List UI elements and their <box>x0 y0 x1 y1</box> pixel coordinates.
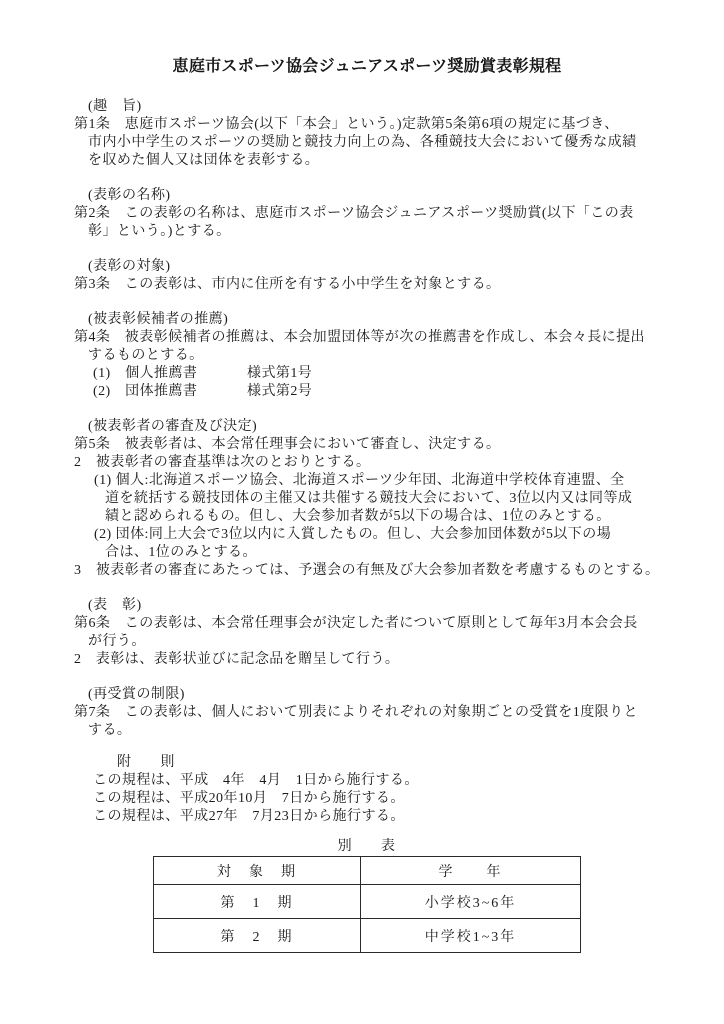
article3-line-1: 第3条 この表彰は、市内に住所を有する小中学生を対象とする。 <box>74 277 501 292</box>
article5-item1-line-1: (1) 個人:北海道スポーツ協会、北海道スポーツ少年団、北海道中学校体育連盟、全 <box>94 473 625 488</box>
section-award-name <box>74 187 666 241</box>
section-heading-screening: (被表彰者の審査及び決定) <box>88 419 258 434</box>
article6-line-2: が行う。 <box>88 634 146 649</box>
appendix-header-period: 対 象 期 <box>154 857 361 885</box>
recommendation-form-label-1: (1) 個人推薦書 <box>93 366 198 381</box>
article7-line-1: 第7条 この表彰は、個人において別表によりそれぞれの対象期ごとの受賞を1度限りと <box>74 705 638 720</box>
appendix-header-grade: 学 年 <box>361 857 581 885</box>
article5-line-1: 第5条 被表彰者は、本会常任理事会において審査し、決定する。 <box>74 437 501 452</box>
section-heading-recommendation: (被表彰候補者の推薦) <box>88 312 229 327</box>
article5-para2: 2 被表彰者の審査基準は次のとおりとする。 <box>74 455 371 470</box>
section-recommendation <box>74 311 666 401</box>
supplement-heading: 附 則 <box>117 755 175 770</box>
supplementary-provisions <box>74 754 666 826</box>
article1-line-2: 市内小中学生のスポーツの奨励と競技力向上の為、各種競技大会において優秀な成績 <box>88 135 637 150</box>
section-heading-commendation: (表 彰) <box>88 598 142 613</box>
appendix-table-row-2 <box>154 919 581 953</box>
supplement-line-1: この規程は、平成 4年 4月 1日から施行する。 <box>93 773 419 788</box>
document-title: 恵庭市スポーツ協会ジュニアスポーツ奨励賞表彰規程 <box>172 58 562 75</box>
recommendation-form-value-2: 様式第2号 <box>247 384 313 399</box>
article5-para3: 3 被表彰者の審査にあたっては、予選会の有無及び大会参加者数を考慮するものとする。 <box>74 563 660 578</box>
article7-line-2: する。 <box>88 723 132 738</box>
section-award-target <box>74 258 666 294</box>
article2-line-1: 第2条 この表彰の名称は、恵庭市スポーツ協会ジュニアスポーツ奨励賞(以下「この表 <box>74 206 634 221</box>
section-screening <box>74 418 666 580</box>
section-heading-award-target: (表彰の対象) <box>88 259 171 274</box>
appendix-row2-period: 第 2 期 <box>154 919 361 953</box>
article6-para2: 2 表彰は、表彰状並びに記念品を贈呈して行う。 <box>74 652 400 667</box>
recommendation-form-label-2: (2) 団体推薦書 <box>93 384 198 399</box>
supplement-line-2: この規程は、平成20年10月 7日から施行する。 <box>93 791 405 806</box>
section-purpose <box>74 98 666 170</box>
article5-item1-line-2: 道を統括する競技団体の主催又は共催する競技大会において、3位以内又は同等成 <box>105 491 633 506</box>
article1-line-3: を収めた個人又は団体を表彰する。 <box>88 153 320 168</box>
section-heading-re-award-limit: (再受賞の制限) <box>88 687 185 702</box>
appendix <box>74 838 666 953</box>
appendix-row2-grade: 中学校1~3年 <box>361 919 581 953</box>
recommendation-form-item-1 <box>93 365 666 383</box>
article1-line-1: 第1条 恵庭市スポーツ協会(以下「本会」という。)定款第5条第6項の規定に基づき、 <box>74 117 619 132</box>
appendix-row1-grade: 小学校3~6年 <box>361 885 581 919</box>
article5-item1-line-3: 績と認められるもの。但し、大会参加者数が5以下の場合は、1位のみとする。 <box>105 509 611 524</box>
article5-item2-line-2: 合は、1位のみとする。 <box>105 545 257 560</box>
article6-line-1: 第6条 この表彰は、本会常任理事会が決定した者について原則として毎年3月本会会長 <box>74 616 638 631</box>
appendix-table-header-row <box>154 857 581 885</box>
recommendation-form-value-1: 様式第1号 <box>247 366 313 381</box>
section-heading-purpose: (趣 旨) <box>88 99 142 114</box>
appendix-row1-period: 第 1 期 <box>154 885 361 919</box>
article5-item2-line-1: (2) 団体:同上大会で3位以内に入賞したもの。但し、大会参加団体数が5以下の場 <box>94 527 612 542</box>
section-heading-award-name: (表彰の名称) <box>88 188 171 203</box>
appendix-label: 別 表 <box>337 839 396 854</box>
appendix-table-row-1 <box>154 885 581 919</box>
article4-line-2: するものとする。 <box>88 348 204 363</box>
article2-line-2: 彰」という。)とする。 <box>88 224 231 239</box>
section-commendation <box>74 597 666 669</box>
supplement-line-3: この規程は、平成27年 7月23日から施行する。 <box>93 809 405 824</box>
recommendation-form-item-2 <box>93 383 666 401</box>
section-re-award-limit <box>74 686 666 740</box>
appendix-table <box>153 856 581 953</box>
article4-line-1: 第4条 被表彰候補者の推薦は、本会加盟団体等が次の推薦書を作成し、本会々長に提出 <box>74 330 645 345</box>
